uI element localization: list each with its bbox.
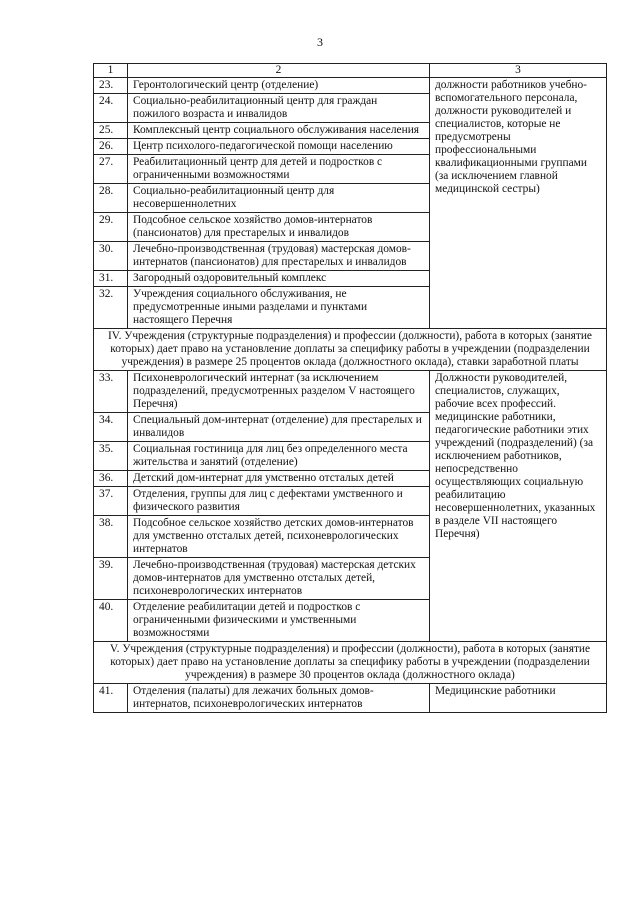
- institution-name: Специальный дом-интернат (отделение) для престарелых и инвалидов: [128, 413, 430, 442]
- header-col-3: 3: [430, 64, 607, 78]
- institution-name: Геронтологический центр (отделение): [128, 78, 430, 94]
- row-number: 29.: [94, 213, 128, 242]
- row-number: 25.: [94, 123, 128, 139]
- institution-name: Реабилитационный центр для детей и подростков с ограниченными возможностями: [128, 155, 430, 184]
- institution-name: Социально-реабилитационный центр для несовершеннолетних: [128, 184, 430, 213]
- row-number: 27.: [94, 155, 128, 184]
- institution-name: Психоневрологический интернат (за исключением подразделений, предусмотренных разделом V настоящего Перечня): [128, 371, 430, 413]
- positions-description: Медицинские работники: [430, 684, 607, 713]
- row-number: 26.: [94, 139, 128, 155]
- institution-name: Социальная гостиница для лиц без определенного места жительства и занятий (отделение): [128, 442, 430, 471]
- section-heading: V. Учреждения (структурные подразделения) и профессии (должности), работа в которых (занятие которых) дает право на установление доплаты за специфику работы в учреждении (подразделении учреждения) в размере 30 процентов оклада (должностного оклада): [94, 642, 607, 684]
- institution-name: Лечебно-производственная (трудовая) мастерская домов-интернатов (пансионатов) для престарелых и инвалидов: [128, 242, 430, 271]
- institution-name: Подсобное сельское хозяйство домов-интернатов (пансионатов) для престарелых и инвалидов: [128, 213, 430, 242]
- table-row: [94, 371, 607, 413]
- institution-name: Отделения, группы для лиц с дефектами умственного и физического развития: [128, 487, 430, 516]
- table-row: [94, 684, 607, 713]
- institution-name: Отделения (палаты) для лежачих больных домов-интернатов, психоневрологических интернатов: [128, 684, 430, 713]
- page-number: 3: [317, 35, 323, 49]
- row-number: 34.: [94, 413, 128, 442]
- section-heading: IV. Учреждения (структурные подразделения) и профессии (должности), работа в которых (занятие которых) дает право на установление доплаты за специфику работы в учреждении (подразделении учреждения) в размере 25 процентов оклада (должностного оклада), ставки заработной платы: [94, 329, 607, 371]
- institution-name: Детский дом-интернат для умственно отсталых детей: [128, 471, 430, 487]
- institution-name: Подсобное сельское хозяйство детских домов-интернатов для умственно отсталых детей, психоневрологических интернатов: [128, 516, 430, 558]
- positions-description: должности работников учебно-вспомогательного персонала, должности руководителей и специалистов, которые не предусмотрены профессиональными квалификационными группами (за исключением главной медицинской сестры): [430, 78, 607, 329]
- row-number: 31.: [94, 271, 128, 287]
- row-number: 23.: [94, 78, 128, 94]
- row-number: 30.: [94, 242, 128, 271]
- institution-name: Комплексный центр социального обслуживания населения: [128, 123, 430, 139]
- positions-description: Должности руководителей, специалистов, служащих, рабочие всех профессий. медицинские работники, педагогические работники этих учреждений (подразделений) (за исключением работников, непосредственно осуществляющих социальную реабилитацию несовершеннолетних, указанных в разделе VII настоящего Перечня): [430, 371, 607, 642]
- institution-name: Учреждения социального обслуживания, не предусмотренные иными разделами и пунктами настоящего Перечня: [128, 287, 430, 329]
- institutions-table: [93, 63, 607, 713]
- row-number: 24.: [94, 94, 128, 123]
- row-number: 38.: [94, 516, 128, 558]
- row-number: 39.: [94, 558, 128, 600]
- institution-name: Отделение реабилитации детей и подростков с ограниченными физическими и умственными возможностями: [128, 600, 430, 642]
- row-number: 41.: [94, 684, 128, 713]
- table-row: [94, 78, 607, 94]
- section-row: [94, 642, 607, 684]
- row-number: 33.: [94, 371, 128, 413]
- institution-name: Загородный оздоровительный комплекс: [128, 271, 430, 287]
- row-number: 36.: [94, 471, 128, 487]
- row-number: 40.: [94, 600, 128, 642]
- header-col-1: 1: [94, 64, 128, 78]
- institution-name: Лечебно-производственная (трудовая) мастерская детских домов-интернатов для умственно отсталых детей, психоневрологических интернатов: [128, 558, 430, 600]
- row-number: 32.: [94, 287, 128, 329]
- institution-name: Социально-реабилитационный центр для граждан пожилого возраста и инвалидов: [128, 94, 430, 123]
- header-col-2: 2: [128, 64, 430, 78]
- section-row: [94, 329, 607, 371]
- row-number: 37.: [94, 487, 128, 516]
- row-number: 35.: [94, 442, 128, 471]
- table-header-row: [94, 64, 607, 78]
- institution-name: Центр психолого-педагогической помощи населению: [128, 139, 430, 155]
- row-number: 28.: [94, 184, 128, 213]
